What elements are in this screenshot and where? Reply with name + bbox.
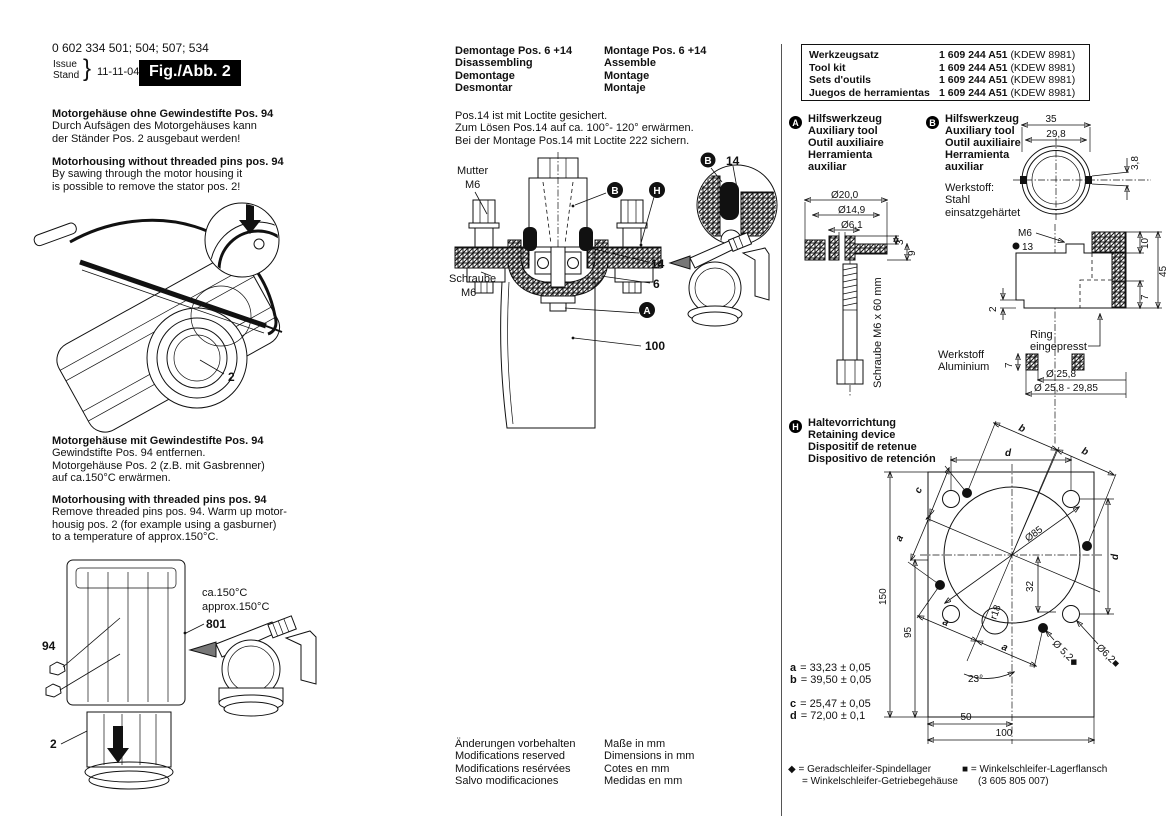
- pos100-label: 100: [645, 339, 666, 353]
- value-text: = 25,47 ± 0,05: [800, 697, 871, 710]
- square-icon: ■: [962, 764, 969, 775]
- value-row: [790, 674, 871, 686]
- value-key: a: [790, 662, 797, 674]
- hole-d62: [943, 491, 960, 508]
- heading: Motorgehäuse ohne Gewindestifte Pos. 94: [52, 108, 274, 120]
- heading-line: Assemble: [604, 57, 656, 70]
- section-en-no-pins: [52, 156, 284, 193]
- issue-date: 11-11-04: [97, 66, 140, 78]
- stator-section: [87, 712, 171, 767]
- toolkit-code: (KDEW 8981): [1010, 61, 1076, 74]
- tool-a-section: [805, 240, 825, 260]
- note-line: Modifications reserved: [455, 750, 566, 763]
- body-line: Motorgehäuse Pos. 2 (z.B. mit Gasbrenner): [52, 459, 265, 472]
- toolkit-part: 1 609 244 A51: [939, 49, 1008, 61]
- legend-diamond: [788, 764, 958, 789]
- title-line: Outil auxiliaire: [808, 137, 884, 149]
- pos6-label: 6: [653, 277, 660, 291]
- issue-stand-block: [53, 59, 79, 81]
- value-row: [790, 662, 871, 674]
- dim-d258-2985: Ø 25,8 - 29,85: [1034, 383, 1098, 394]
- bearing-ball: [568, 258, 579, 269]
- title-line: Herramienta: [808, 149, 873, 161]
- housing-outline: [67, 560, 185, 705]
- value-key: d: [790, 710, 797, 723]
- dim-d258: Ø 25,8: [1046, 369, 1077, 380]
- dim-h3: 3: [895, 239, 906, 245]
- toolkit-code: (KDEW 8981): [1010, 86, 1076, 99]
- toolkit-label: Juegos de herramientas: [809, 86, 930, 99]
- seal-ring-right: [579, 227, 593, 251]
- title-line: Dispositivo de retención: [808, 453, 936, 465]
- mutter-label: Mutter: [457, 165, 489, 177]
- heading-line: Disassembling: [455, 57, 533, 70]
- note-line: Werkstoff:: [945, 182, 995, 194]
- material-label-1: Werkstoff: [938, 349, 985, 361]
- note-line: Stahl: [945, 194, 971, 207]
- title-line: auxiliar: [945, 161, 984, 173]
- ring-pressed-label-1: Ring: [1030, 329, 1053, 341]
- heading-line: Demontage Pos. 6 +14: [455, 45, 573, 57]
- mutter-m6-label: M6: [465, 179, 481, 191]
- value-key: b: [790, 674, 797, 687]
- legend-square: [962, 764, 1107, 789]
- dim-h9: 9: [907, 250, 918, 256]
- pos14-label: 14: [651, 257, 665, 271]
- screw-head: [837, 360, 863, 384]
- diamond-icon: ◆: [788, 764, 796, 775]
- toolkit-label: Sets d'outils: [809, 74, 872, 86]
- dim-d61: Ø6,1: [841, 220, 863, 231]
- dim-d-top: d: [1004, 448, 1012, 459]
- legend-text: = Winkelschleifer-Getriebegehäuse: [802, 776, 958, 788]
- ring-section-right: [1072, 354, 1084, 370]
- disassembly-heading: [455, 45, 572, 95]
- thread-m6-label: M6: [1018, 228, 1032, 239]
- heading-line: Montage: [604, 69, 650, 82]
- ring-section-left: [1026, 354, 1038, 370]
- title-line: Herramienta: [945, 149, 1010, 161]
- note-line: Maße in mm: [604, 738, 666, 750]
- value-row: [790, 698, 871, 710]
- body-line: auf ca.150°C erwärmen.: [52, 472, 171, 485]
- title-line: Auxiliary tool: [808, 125, 878, 137]
- body-line: Remove threaded pins pos. 94. Warm up motor-: [52, 506, 287, 519]
- toolkit-label: Tool kit: [809, 61, 846, 74]
- heading: Motorhousing with threaded pins pos. 94: [52, 494, 267, 506]
- dim-13: 13: [1022, 242, 1034, 253]
- schraube-m6-label: M6: [461, 287, 477, 299]
- dim-45: 45: [1158, 265, 1169, 277]
- fig2-pos94-label: 94: [42, 639, 56, 653]
- dim-d62: Ø6,2■: [1093, 642, 1122, 670]
- modifications-note: [455, 738, 575, 788]
- nut-m6-left: [473, 200, 495, 223]
- part-numbers: 0 602 334 501; 504; 507; 534: [52, 41, 209, 55]
- title-line: Hilfswerkzeug: [808, 113, 882, 125]
- spindle-bottom-screw: [550, 303, 566, 311]
- toolkit-code: (KDEW 8981): [1010, 49, 1076, 61]
- value-key: c: [790, 697, 797, 710]
- title-line: Hilfswerkzeug: [945, 113, 1019, 125]
- bearing-ball: [538, 258, 549, 269]
- detail-inset-circle: [205, 203, 279, 277]
- screw-label: Schraube M6 x 60 mm: [872, 277, 884, 388]
- figure-screw-m6x60: [813, 258, 913, 398]
- dim-b: b: [1016, 422, 1027, 436]
- figure-flange-section: [930, 222, 1169, 450]
- temp-de-label: ca.150°C: [202, 587, 248, 599]
- retaining-plate: [928, 472, 1094, 717]
- value-text: = 72,00 ± 0,1: [800, 710, 866, 723]
- body-line: Durch Aufsägen des Motorgehäuses kann: [52, 120, 257, 133]
- heading-line: Desmontar: [455, 82, 513, 95]
- note-line: Modifications resérvées: [455, 762, 571, 775]
- heading: Motorhousing without threaded pins pos. 94: [52, 156, 284, 168]
- note-line: einsatzgehärtet: [945, 206, 1021, 219]
- nut-m6-right: [621, 200, 643, 223]
- figure-ring-front: [1005, 112, 1169, 224]
- figure-spindle-assembly: [443, 148, 778, 435]
- toolkit-part: 1 609 244 A51: [939, 86, 1008, 99]
- assembly-heading: [604, 45, 706, 95]
- svg-text:B: B: [611, 186, 619, 197]
- dim-23deg: 23°: [968, 674, 984, 685]
- toolkit-code: (KDEW 8981): [1010, 74, 1076, 86]
- dim-32: 32: [1025, 580, 1036, 592]
- dim-100: 100: [995, 728, 1013, 739]
- title-line: Haltevorrichtung: [808, 417, 897, 429]
- svg-text:A: A: [643, 306, 651, 317]
- dim-10: 10: [1140, 237, 1151, 249]
- dim-298: 29,8: [1046, 129, 1066, 140]
- note-line: Medidas en mm: [604, 775, 683, 788]
- hole-d62: [1063, 606, 1080, 623]
- dim-7: 7: [1140, 294, 1151, 300]
- value-text: = 39,50 ± 0,05: [800, 674, 872, 687]
- fig2-pos801-label: 801: [206, 617, 227, 631]
- badge-a: [565, 302, 655, 318]
- heading-line: Montaje: [604, 82, 646, 95]
- material-label-2: Aluminium: [938, 361, 990, 373]
- dim-r18: r18: [988, 603, 1004, 622]
- body-line: Gewindstifte Pos. 94 entfernen.: [52, 447, 206, 460]
- dim-d52: Ø 5,2◆: [1049, 638, 1081, 669]
- threaded-pin: [46, 684, 61, 697]
- svg-text:B: B: [704, 156, 712, 167]
- threaded-pin: [50, 662, 65, 675]
- dim-b: b: [1079, 445, 1090, 459]
- issue-label: Issue: [53, 59, 77, 70]
- stand-label: Stand: [53, 70, 80, 81]
- hole-d62: [1063, 491, 1080, 508]
- column-separator: [781, 44, 782, 816]
- dim-38: 3,8: [1130, 156, 1141, 170]
- figure-gasburner-housing: [30, 556, 335, 812]
- screw-shaft: [843, 264, 857, 360]
- figure-retaining-device: [868, 420, 1169, 765]
- note-line: Änderungen vorbehalten: [455, 738, 576, 750]
- dim-a: a: [999, 641, 1010, 654]
- toolkit-part: 1 609 244 A51: [939, 74, 1008, 86]
- ring-insert-right: [1085, 176, 1092, 184]
- loctite-note: [455, 110, 694, 147]
- svg-text:H: H: [653, 186, 661, 197]
- section-h-badge: H: [789, 420, 802, 433]
- note-line: Cotes en mm: [604, 762, 670, 775]
- body-line: By sawing through the motor housing it: [52, 168, 243, 181]
- dim-50: 50: [960, 712, 972, 723]
- dot-marker: [1013, 243, 1020, 250]
- body-line: to a temperature of approx.150°C.: [52, 531, 219, 544]
- section-en-with-pins: [52, 494, 287, 544]
- burner-knurl: [268, 616, 296, 638]
- burner-flame-nozzle: [190, 642, 216, 657]
- body-line: housig pos. 2 (for example using a gasburner): [52, 518, 277, 531]
- dim-d149: Ø14,9: [838, 205, 866, 216]
- fig2-pos2-label: 2: [50, 737, 57, 751]
- inset-pos14-label: 14: [726, 154, 740, 168]
- screw-m6-right: [623, 282, 641, 293]
- note-line: Zum Lösen Pos.14 auf ca. 100°- 120° erwärmen.: [455, 122, 694, 135]
- dim-ring-7: 7: [1004, 362, 1015, 368]
- toolkit-table: [801, 44, 1090, 101]
- heading-line: Montage Pos. 6 +14: [604, 45, 707, 57]
- press-out-arrow: [107, 726, 129, 763]
- dimension-values: [790, 662, 871, 723]
- dim-c: c: [912, 485, 926, 496]
- dim-d20: Ø20,0: [831, 190, 859, 201]
- body-line: der Ständer Pos. 2 ausgebaut werden!: [52, 132, 241, 145]
- note-line: Bei der Montage Pos.14 mit Loctite 222 sichern.: [455, 134, 690, 147]
- section-b-badge: B: [926, 116, 939, 129]
- section-a-title: [808, 113, 884, 173]
- temp-en-label: approx.150°C: [202, 601, 270, 613]
- fig1-pos2-label: 2: [228, 370, 235, 384]
- title-line: Auxiliary tool: [945, 125, 1015, 137]
- section-de-no-pins: [52, 108, 273, 145]
- title-line: Dispositif de retenue: [808, 441, 917, 453]
- legend-text: = Winkelschleifer-Lagerflansch: [970, 764, 1108, 775]
- title-line: Retaining device: [808, 429, 896, 441]
- dimensions-note: [604, 738, 694, 788]
- burner-handle: [286, 631, 316, 684]
- title-line: Outil auxiliaire: [945, 137, 1021, 149]
- dim-2: 2: [988, 306, 999, 312]
- dim-d-right: d: [1110, 553, 1121, 560]
- heading-line: Demontage: [455, 69, 515, 82]
- burner-handle: [743, 248, 769, 300]
- title-line: auxiliar: [808, 161, 847, 173]
- dim-35: 35: [1045, 114, 1057, 125]
- hacksaw-handle: [33, 222, 78, 247]
- ring-insert-left: [1020, 176, 1027, 184]
- value-text: = 33,23 ± 0,05: [800, 662, 871, 674]
- brace-glyph: }: [83, 55, 92, 82]
- toolkit-part: 1 609 244 A51: [939, 61, 1008, 74]
- dim-a: a: [893, 533, 907, 544]
- burner-flame-nozzle: [670, 256, 690, 269]
- section-de-with-pins: [52, 435, 265, 485]
- section-a-badge: A: [789, 116, 802, 129]
- schraube-label: Schraube: [449, 273, 497, 285]
- legend-text: (3 605 805 007): [978, 776, 1049, 788]
- dim-95: 95: [903, 626, 914, 638]
- note-line: Dimensions in mm: [604, 750, 695, 763]
- ring-pressed-label-2: eingepresst: [1030, 341, 1087, 353]
- heading: Motorgehäuse mit Gewindestifte Pos. 94: [52, 435, 264, 447]
- dim-d85: Ø85: [1023, 524, 1046, 545]
- note-line: Salvo modificaciones: [455, 775, 559, 788]
- dim-a: a: [940, 616, 951, 629]
- dim-150: 150: [878, 588, 889, 605]
- figure-saw-motor-housing: [28, 198, 328, 430]
- value-row: [790, 710, 871, 722]
- seal-ring-left: [523, 227, 537, 251]
- bracket-right: [615, 268, 653, 282]
- toolkit-label: Werkzeugsatz: [809, 49, 879, 61]
- badge-b: [572, 182, 623, 207]
- note-line: Pos.14 ist mit Loctite gesichert.: [455, 110, 608, 122]
- legend-text: = Geradschleifer-Spindellager: [798, 764, 932, 775]
- body-line: is possible to remove the stator pos. 2!: [52, 180, 241, 193]
- fig-abb-label: Fig./Abb. 2: [139, 60, 241, 86]
